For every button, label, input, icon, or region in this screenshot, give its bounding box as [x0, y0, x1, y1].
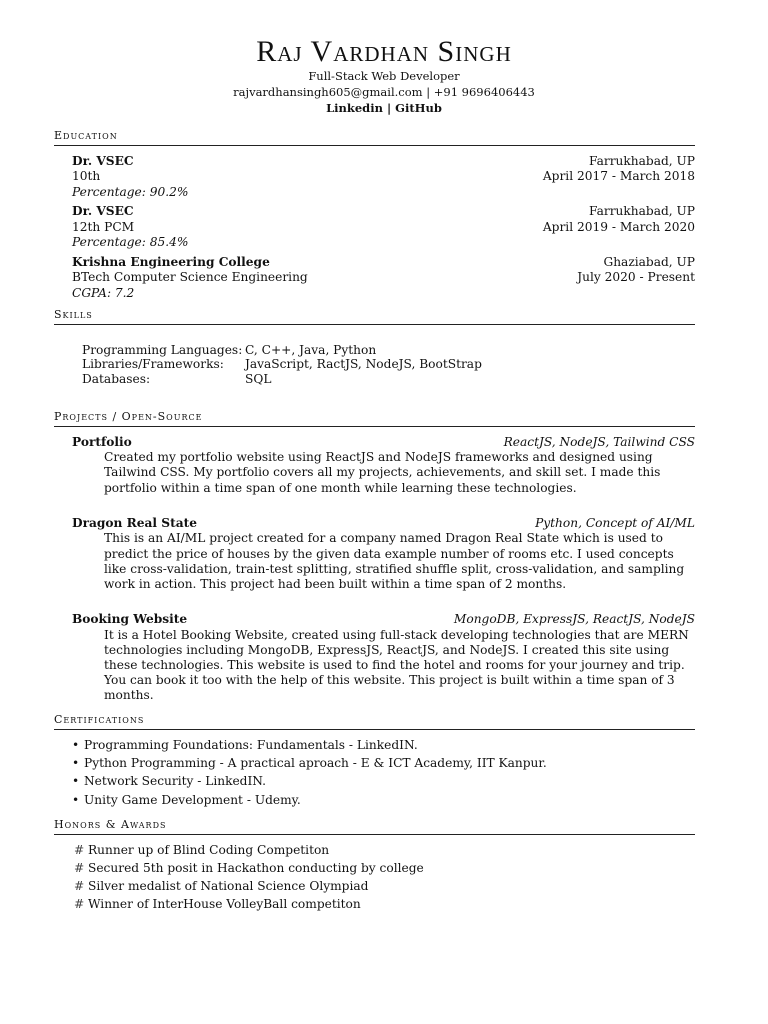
school-name: Dr. VSEC	[72, 204, 134, 219]
resume-header	[0, 36, 768, 117]
award-text: Silver medalist of National Science Olympiad	[88, 878, 369, 893]
certification-text: Python Programming - A practical aproach - E & ICT Academy, IIT Kanpur.	[84, 756, 547, 771]
certification-text: Programming Foundations: Fundamentals - LinkedIN.	[84, 737, 418, 752]
headline: Full-Stack Web Developer	[308, 69, 460, 83]
skill-label: Databases:	[82, 371, 151, 386]
github-link[interactable]: GitHub	[395, 101, 442, 115]
award-text: Secured 5th posit in Hackathon conducting by college	[88, 860, 424, 875]
school-name: Dr. VSEC	[72, 153, 134, 168]
bullet-icon: •	[72, 756, 80, 771]
project-name: Portfolio	[72, 434, 132, 449]
degree: 10th	[72, 169, 101, 184]
school-location: Ghaziabad, UP	[603, 254, 695, 269]
education-section	[54, 129, 695, 305]
project-entry	[72, 435, 695, 496]
skills-table	[82, 343, 695, 387]
education-entry	[72, 204, 695, 251]
degree: 12th PCM	[72, 219, 135, 234]
project-entry	[72, 612, 695, 704]
hash-icon: #	[74, 896, 85, 911]
linkedin-link[interactable]: Linkedin	[326, 101, 383, 115]
dates: July 2020 - Present	[577, 270, 695, 285]
skill-row	[82, 372, 695, 387]
project-name: Booking Website	[72, 612, 188, 627]
project-description: It is a Hotel Booking Website, created using full-stack developing technologies that are MERN technologies including MongoDB, ExpressJS, ReactJS, and NodeJS. I created this site using these technologies. This website is used to find the hotel and rooms for your journey and trip. You can book it too with the help of this website. This project is built within a time span of 3 months.	[104, 627, 689, 703]
skill-value: SQL	[245, 371, 272, 386]
award-text: Runner up of Blind Coding Competiton	[88, 842, 330, 857]
project-description: Created my portfolio website using ReactJS and NodeJS frameworks and designed using Tailwind CSS. My portfolio covers all my projects, achievements, and skill set. I made this portfolio within a time span of one month while learning these technologies.	[104, 450, 661, 495]
skill-value: JavaScript, RactJS, NodeJS, BootStrap	[245, 357, 482, 372]
awards-list	[54, 841, 695, 913]
awards-section	[54, 818, 695, 913]
school-location: Farrukhabad, UP	[589, 204, 695, 219]
list-item	[72, 791, 695, 809]
candidate-name: Raj Vardhan Singh	[256, 35, 512, 68]
score: Percentage: 90.2%	[72, 184, 189, 199]
list-item	[72, 736, 695, 754]
project-tech: Python, Concept of AI/ML	[535, 515, 695, 530]
school-name: Krishna Engineering College	[72, 254, 270, 269]
skills-section	[54, 308, 695, 386]
profile-links	[0, 100, 768, 117]
list-item	[74, 877, 695, 895]
projects-section	[54, 410, 695, 724]
project-tech: ReactJS, NodeJS, Tailwind CSS	[503, 434, 695, 449]
skill-value: C, C++, Java, Python	[245, 342, 377, 357]
education-entry	[72, 154, 695, 201]
score: CGPA: 7.2	[72, 285, 135, 300]
skill-row	[82, 357, 695, 372]
dates: April 2019 - March 2020	[542, 219, 695, 234]
list-item	[74, 859, 695, 877]
section-title-skills: Skills	[54, 308, 695, 325]
skill-label: Programming Languages:	[82, 342, 243, 357]
degree: BTech Computer Science Engineering	[72, 270, 308, 285]
certification-list	[54, 736, 695, 809]
bullet-icon: •	[72, 774, 80, 789]
certifications-section	[54, 713, 695, 809]
bullet-icon: •	[72, 792, 80, 807]
section-title-education: Education	[54, 129, 695, 146]
skill-row	[82, 343, 695, 358]
certification-text: Network Security - LinkedIN.	[84, 774, 267, 789]
bullet-icon: •	[72, 737, 80, 752]
section-title-certifications: Certifications	[54, 713, 695, 730]
award-text: Winner of InterHouse VolleyBall competiton	[88, 896, 361, 911]
hash-icon: #	[74, 878, 85, 893]
section-title-awards: Honors & Awards	[54, 818, 695, 835]
score: Percentage: 85.4%	[72, 235, 189, 250]
list-item	[74, 895, 695, 913]
list-item	[72, 772, 695, 790]
school-location: Farrukhabad, UP	[589, 153, 695, 168]
project-description: This is an AI/ML project created for a company named Dragon Real State which is used to predict the price of houses by the given data example number of rooms etc. I used concepts like cross-validation, train-test splitting, stratified shuffle split, cross-validation, and sampling work in action. This project had been built within a time span of 2 months.	[104, 531, 685, 591]
list-item	[72, 754, 695, 772]
project-tech: MongoDB, ExpressJS, ReactJS, NodeJS	[453, 612, 695, 627]
hash-icon: #	[74, 842, 85, 857]
certification-text: Unity Game Development - Udemy.	[84, 792, 301, 807]
project-name: Dragon Real State	[72, 515, 198, 530]
contact-line: rajvardhansingh605@gmail.com | +91 9696406443	[233, 85, 535, 99]
project-entry	[72, 516, 695, 592]
link-separator: |	[386, 101, 396, 115]
skill-label: Libraries/Frameworks:	[82, 357, 224, 372]
section-title-projects: Projects / Open-Source	[54, 410, 695, 427]
education-entry	[72, 255, 695, 302]
list-item	[74, 841, 695, 859]
dates: April 2017 - March 2018	[542, 169, 695, 184]
hash-icon: #	[74, 860, 85, 875]
